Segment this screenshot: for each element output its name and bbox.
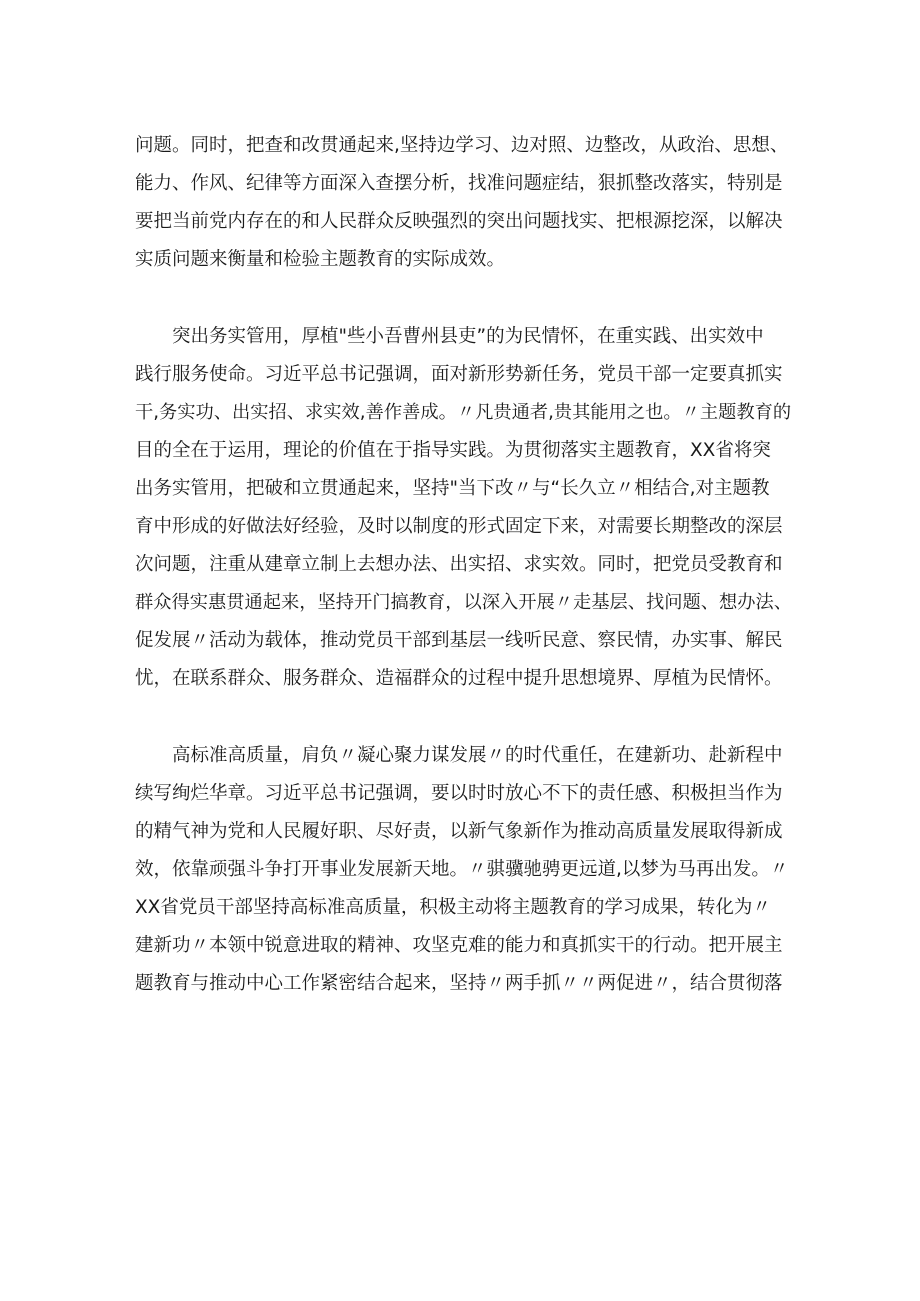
text-line: 效，依靠顽强斗争打开事业发展新天地。〃骐骥驰骋更远道,以梦为马再出发。〃 <box>135 859 789 880</box>
text-line: 干,务实功、出实招、求实效,善作善成。〃凡贵通者,贵其能用之也。〃主题教育的 <box>135 402 792 423</box>
text-line: 群众得实惠贯通起来，坚持开门搞教育，以深入开展〃走基层、找问题、想办法、 <box>135 592 792 613</box>
text-line: 题教育与推动中心工作紧密结合起来，坚持〃两手抓〃〃两促进〃，结合贯彻落 <box>135 973 783 994</box>
text-line: 的精气神为党和人民履好职、尽好责，以新气象新作为推动高质量发展取得新成 <box>135 821 783 842</box>
text-line: 践行服务使命。习近平总书记强调，面对新形势新任务，党员干部一定要真抓实 <box>135 364 783 385</box>
text-line: 问题。同时，把查和改贯通起来,坚持边学习、边对照、边整改，从政治、思想、 <box>135 135 789 156</box>
text-line: XX省党员干部坚持高标准高质量，积极主动将主题教育的学习成果，转化为〃 <box>135 897 771 918</box>
text-line: 突出务实管用，厚植"些小吾曹州县吏”的为民情怀，在重实践、出实效中 <box>172 326 764 347</box>
paragraph-gap <box>135 698 797 737</box>
text-line: 促发展〃活动为载体，推动党员干部到基层一线听民意、察民情，办实事、解民 <box>135 630 783 651</box>
text-line: 出务实管用，把破和立贯通起来，坚持"当下改〃与“长久立〃相结合,对主题教 <box>135 478 770 499</box>
document-body <box>135 127 797 1003</box>
text-line: 建新功〃本领中锐意进取的精神、攻坚克难的能力和真抓实干的行动。把开展主 <box>135 935 783 956</box>
text-line: 目的全在于运用，理论的价值在于指导实践。为贯彻落实主题教育，XX省将突 <box>135 440 771 461</box>
paragraph-gap <box>135 279 797 318</box>
paragraph-1 <box>135 127 797 279</box>
text-line: 育中形成的好做法好经验，及时以制度的形式固定下来，对需要长期整改的深层 <box>135 516 783 537</box>
text-line: 忧，在联系群众、服务群众、造福群众的过程中提升思想境界、厚植为民情怀。 <box>135 668 783 689</box>
text-line: 续写绚烂华章。习近平总书记强调，要以时时放心不下的责任感、积极担当作为 <box>135 783 783 804</box>
paragraph-2 <box>135 318 797 698</box>
text-line: 能力、作风、纪律等方面深入查摆分析，找准问题症结，狠抓整改落实，特别是 <box>135 173 783 194</box>
text-line: 实质问题来衡量和检验主题教育的实际成效。 <box>135 249 506 270</box>
paragraph-3 <box>135 737 797 1003</box>
text-line: 高标准高质量，肩负〃凝心聚力谋发展〃的时代重任，在建新功、赴新程中 <box>172 745 783 766</box>
text-line: 次问题，注重从建章立制上去想办法、出实招、求实效。同时，把党员受教育和 <box>135 554 783 575</box>
text-line: 要把当前党内存在的和人民群众反映强烈的突出问题找实、把根源挖深，以解决 <box>135 211 783 232</box>
